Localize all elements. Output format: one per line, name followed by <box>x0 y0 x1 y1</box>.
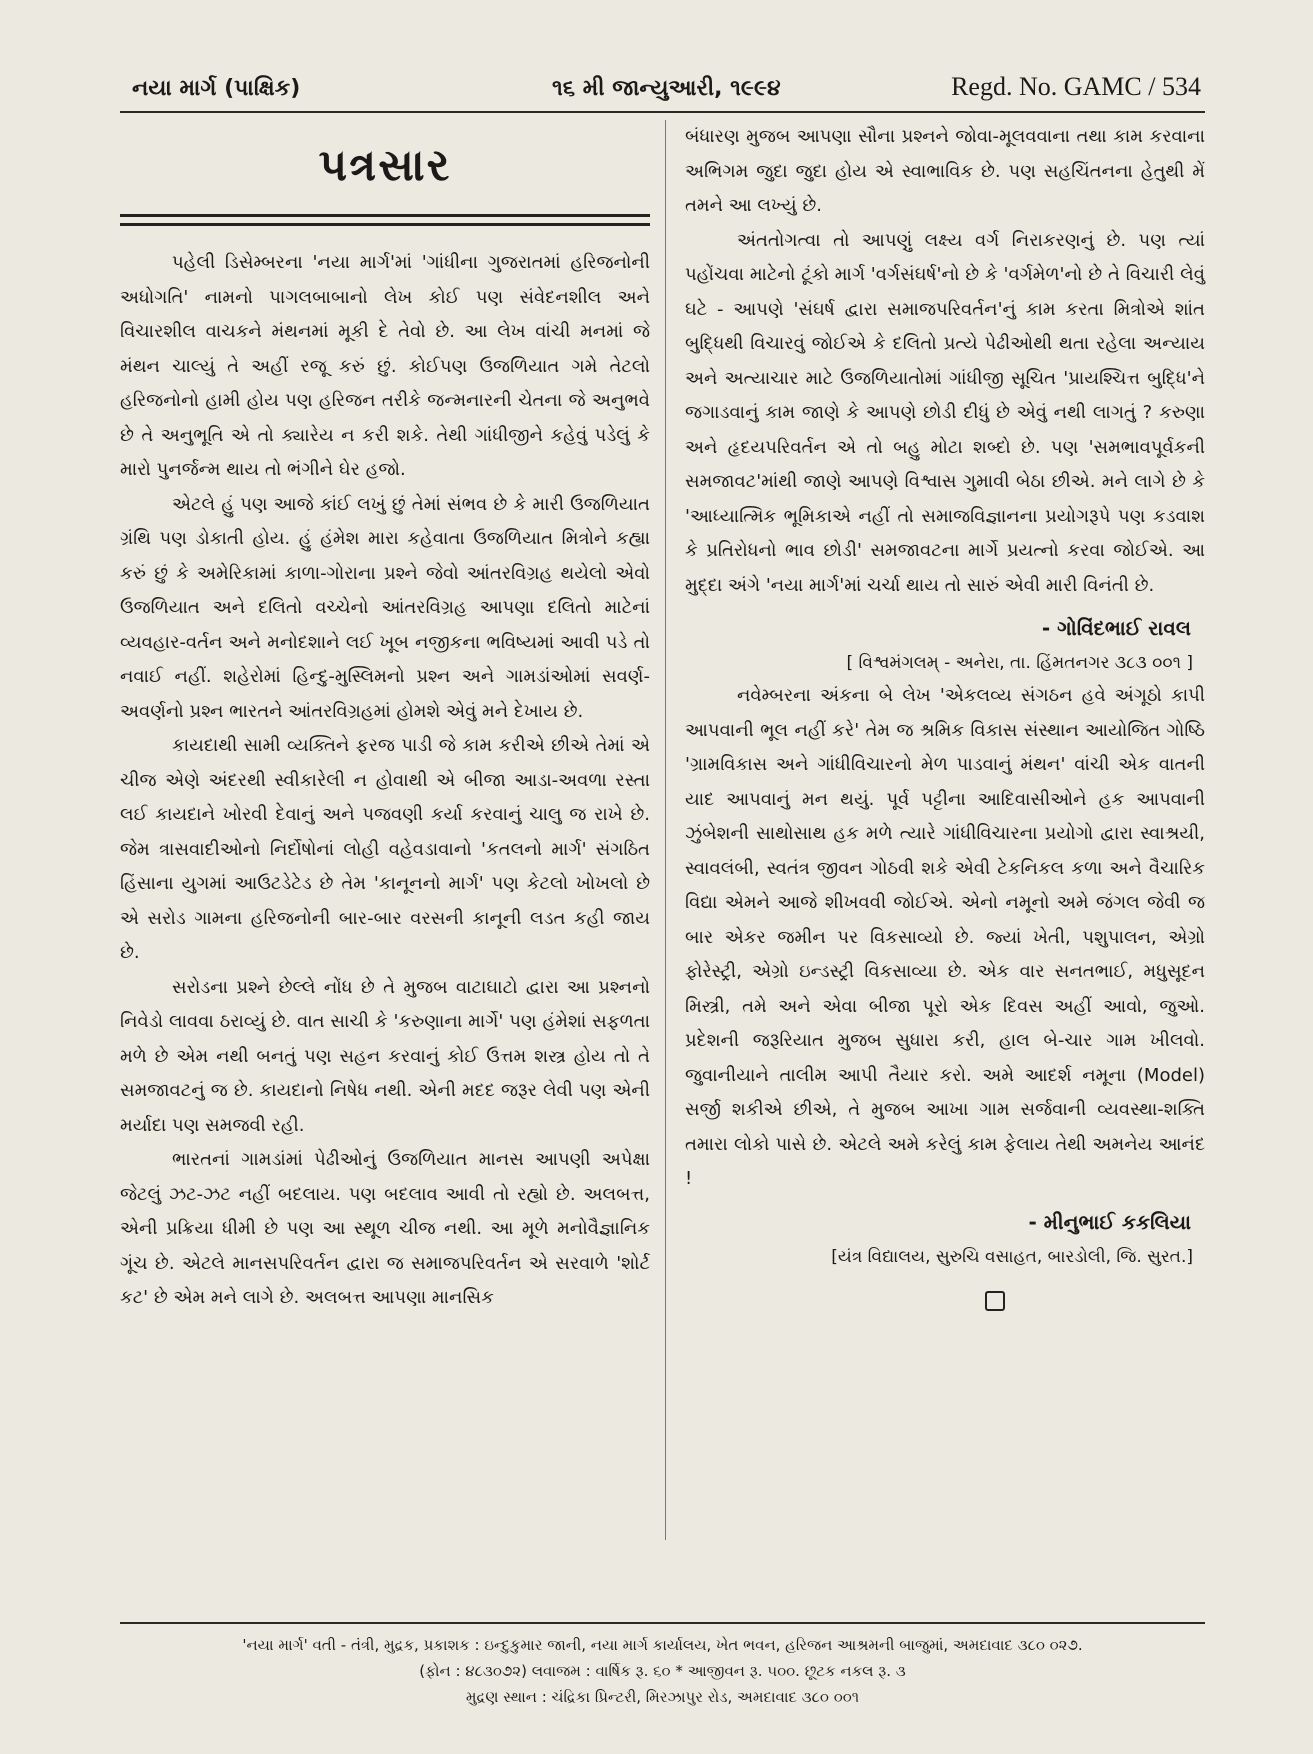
letter-address: [યંત્ર વિદ્યાલય, સુરુચિ વસાહત, બારડોલી, જિ. સુરત.] <box>831 1246 1193 1267</box>
issue-date: ૧૬ મી જાન્યુઆરી, ૧૯૯૪ <box>552 76 781 101</box>
section-title: પત્રસાર <box>318 140 452 191</box>
paragraph: એટલે હું પણ આજે કાંઈ લખું છું તેમાં સંભવ છે કે મારી ઉજળિયાત ગ્રંથિ પણ ડોકાતી હોય. હું હંમેશ મારા કહેવાતા ઉજળિયાત મિત્રોને કહ્યા કરું છું કે અમેરિકામાં કાળા-ગોરાના પ્રશ્ને જેવો આંતરવિગ્રહ થયેલો એવો ઉજળિયાત અને દલિતો વચ્ચેનો આંતરવિગ્રહ આપણા દલિતો માટેનાં વ્યવહાર-વર્તન અને મનોદશાને લઈ ખૂબ નજીકના ભવિષ્યમાં આવી પડે તો નવાઈ નહીં. શહેરોમાં હિન્દુ-મુસ્લિમનો પ્રશ્ન અને ગામડાંઓમાં સવર્ણ-અવર્ણનો પ્રશ્ન ભારતને આંતરવિગ્રહમાં હોમશે એવું મને દેખાય છે. <box>120 493 650 722</box>
paragraph: કાયદાથી સામી વ્યક્તિને ફરજ પાડી જે કામ કરીએ છીએ તેમાં એ ચીજ એણે અંદરથી સ્વીકારેલી ન હોવાથી એ બીજા આડા-અવળા રસ્તા લઈ કાયદાને ખોરવી દેવાનું અને પજવણી કર્યા કરવાનું ચાલુ જ રાખે છે. જેમ ત્રાસવાદીઓનો નિર્દોષોનાં લોહી વહેવડાવાનો 'કતલનો માર્ગ' સંગઠિત હિંસાના યુગમાં આઉટડેટેડ છે તેમ 'કાનૂનનો માર્ગ' પણ કેટલો ખોખલો છે એ સરોડ ગામના હરિજનોની બાર-બાર વરસની કાનૂની લડત કહી જાય છે. <box>120 735 650 963</box>
right-column <box>685 120 1205 1311</box>
publication-name: નયા માર્ગ (પાક્ષિક) <box>132 76 301 101</box>
letter-signature: - મીનુભાઈ કકલિયા <box>1028 1209 1191 1234</box>
paragraph: નવેમ્બરના અંકના બે લેખ 'એકલવ્ય સંગઠન હવે અંગૂઠો કાપી આપવાની ભૂલ નહીં કરે' તેમ જ શ્રમિક વિકાસ સંસ્થાન આયોજિત ગોષ્ઠિ 'ગ્રામવિકાસ અને ગાંધીવિચારનો મેળ પાડવાનું મંથન' વાંચી એક વાતની યાદ આપવાનું મન થયું. પૂર્વ પટ્ટીના આદિવાસીઓને હક આપવાની ઝુંબેશની સાથોસાથ હક મળે ત્યારે ગાંધીવિચારના પ્રયોગો દ્વારા સ્વાશ્રયી, સ્વાવલંબી, સ્વતંત્ર જીવન ગોઠવી શકે એવી ટેકનિકલ કળા અને વૈચારિક વિદ્યા એમને આજે શીખવવી જોઈએ. એનો નમૂનો અમે જંગલ જેવી જ બાર એકર જમીન પર વિકસાવ્યો છે. જ્યાં ખેતી, પશુપાલન, એગ્રો ફોરેસ્ટ્રી, એગ્રો ઇન્ડસ્ટ્રી વિકસાવ્યા છે. એક વાર સનતભાઈ, મધુસૂદન મિસ્ત્રી, તમે અને એવા બીજા પૂરો એક દિવસ અહીં આવો, જુઓ. પ્રદેશની જરૂરિયાત મુજબ સુધારા કરી, હાલ બે-ચાર ગામ ખીલવો. જુવાનીયાને તાલીમ આપી તૈયાર કરો. અમે આદર્શ નમૂના (Model) સર્જી શકીએ છીએ, તે મુજબ આખા ગામ સર્જવાની વ્યવસ્થા-શક્તિ તમારા લોકો પાસે છે. એટલે અમે કરેલું કામ ફેલાય તેથી અમનેય આનંદ ! <box>685 685 1205 1189</box>
page-header <box>120 70 1205 110</box>
imprint-footer <box>120 1632 1205 1710</box>
paragraph: પહેલી ડિસેમ્બરના 'નયા માર્ગ'માં 'ગાંધીના ગુજરાતમાં હરિજનોની અધોગતિ' નામનો પાગલબાબાનો લેખ કોઈ પણ સંવેદનશીલ અને વિચારશીલ વાચકને મંથનમાં મૂકી દે તેવો છે. આ લેખ વાંચી મનમાં જે મંથન ચાલ્યું તે અહીં રજૂ કરું છું. કોઈપણ ઉજળિયાત ગમે તેટલો હરિજનોનો હામી હોય પણ હરિજન તરીકે જન્મનારની ચેતના જે અનુભવે છે તે અનુભૂતિ એ તો ક્યારેય ન કરી શકે. તેથી ગાંધીજીને કહેવું પડેલું કે મારો પુનર્જન્મ થાય તો ભંગીને ઘેર હજો. <box>120 252 650 480</box>
imprint-line: 'નયા માર્ગ' વતી - તંત્રી, મુદ્રક, પ્રકાશક : ઇન્દુકુમાર જાની, નયા માર્ગ કાર્યાલય, ખેત ભવન, હરિજન આશ્રમની બાજુમાં, અમદાવાદ ૩૮૦ ૦૨૭. <box>242 1636 1083 1654</box>
letter-signature: - ગોવિંદભાઈ રાવલ <box>1041 616 1191 640</box>
left-column <box>120 120 650 1316</box>
header-rule <box>120 111 1205 113</box>
paragraph: સરોડના પ્રશ્ને છેલ્લે નોંધ છે તે મુજબ વાટાઘાટો દ્વારા આ પ્રશ્નનો નિવેડો લાવવા ઠરાવ્યું છે. વાત સાચી કે 'કરુણાના માર્ગે' પણ હંમેશાં સફળતા મળે છે એમ નથી બનતું પણ સહન કરવાનું કોઈ ઉત્તમ શસ્ત્ર હોય તો તે સમજાવટનું જ છે. કાયદાનો નિષેધ નથી. એની મદદ જરૂર લેવી પણ એની મર્યાદા પણ સમજવી રહી. <box>120 976 650 1136</box>
footer-rule <box>120 1622 1205 1624</box>
paragraph: અંતતોગત્વા તો આપણું લક્ષ્ય વર્ગ નિરાકરણનું છે. પણ ત્યાં પહોંચવા માટેનો ટૂંકો માર્ગ 'વર્ગસંઘર્ષ'નો છે કે 'વર્ગમેળ'નો છે તે વિચારી લેવું ઘટે - આપણે 'સંઘર્ષ દ્વારા સમાજપરિવર્તન'નું કામ કરતા મિત્રોએ શાંત બુદ્ધિથી વિચારવું જોઈએ કે દલિતો પ્રત્યે પેઢીઓથી થતા રહેલા અન્યાય અને અત્યાચાર માટે ઉજળિયાતોમાં ગાંધીજી સૂચિત 'પ્રાયશ્ચિત્ત બુદ્ધિ'ને જગાડવાનું કામ જાણે કે આપણે છોડી દીધું છે એવું નથી લાગતું ? કરુણા અને હૃદયપરિવર્તન એ તો બહુ મોટા શબ્દો છે. પણ 'સમભાવપૂર્વકની સમજાવટ'માંથી જાણે આપણે વિશ્વાસ ગુમાવી બેઠા છીએ. મને લાગે છે કે 'આધ્યાત્મિક ભૂમિકાએ નહીં તો સમાજવિજ્ઞાનના પ્રયોગરૂપે પણ કડવાશ કે પ્રતિરોધનો ભાવ છોડી' સમજાવટના માર્ગે પ્રયત્નો કરવા જોઈએ. આ મુદ્દા અંગે 'નયા માર્ગ'માં ચર્ચા થાય તો સારું એવી મારી વિનંતી છે. <box>685 229 1205 596</box>
paragraph: ભારતનાં ગામડાંમાં પેઢીઓનું ઉજળિયાત માનસ આપણી અપેક્ષા જેટલું ઝટ-ઝટ નહીં બદલાય. પણ બદલાવ આવી તો રહ્યો છે. અલબત્ત, એની પ્રક્રિયા ધીમી છે પણ આ સ્થૂળ ચીજ નથી. આ મૂળે મનોવૈજ્ઞાનિક ગૂંચ છે. એટલે માનસપરિવર્તન દ્વારા જ સમાજપરિવર્તન એ સરવાળે 'શોર્ટ કટ' છે એમ મને લાગે છે. અલબત્ત આપણા માનસિક <box>120 1149 650 1308</box>
column-divider <box>665 120 666 1540</box>
letter-address: [ વિશ્વમંગલમ્ - અનેરા, તા. હિંમતનગર ૩૮૩ ૦૦૧ ] <box>846 653 1193 673</box>
paragraph: બંધારણ મુજબ આપણા સૌના પ્રશ્નને જોવા-મૂલવવાના તથા કામ કરવાના અભિગમ જુદા જુદા હોય એ સ્વાભાવિક છે. પણ સહચિંતનના હેતુથી મેં તમને આ લખ્યું છે. <box>685 126 1205 216</box>
end-mark-icon <box>985 1291 1005 1311</box>
title-rules <box>120 214 650 226</box>
imprint-line: (ફોન : ૪૮૩૦૭૨) લવાજમ : વાર્ષિક રૂ. ૬૦ * આજીવન રૂ. ૫૦૦. છૂટક નકલ રૂ. ૩ <box>419 1662 906 1680</box>
imprint-line: મુદ્રણ સ્થાન : ચંદ્રિકા પ્રિન્ટરી, મિરઝાપુર રોડ, અમદાવાદ ૩૮૦ ૦૦૧ <box>465 1688 860 1706</box>
registration-number: Regd. No. GAMC / 534 <box>951 72 1201 101</box>
